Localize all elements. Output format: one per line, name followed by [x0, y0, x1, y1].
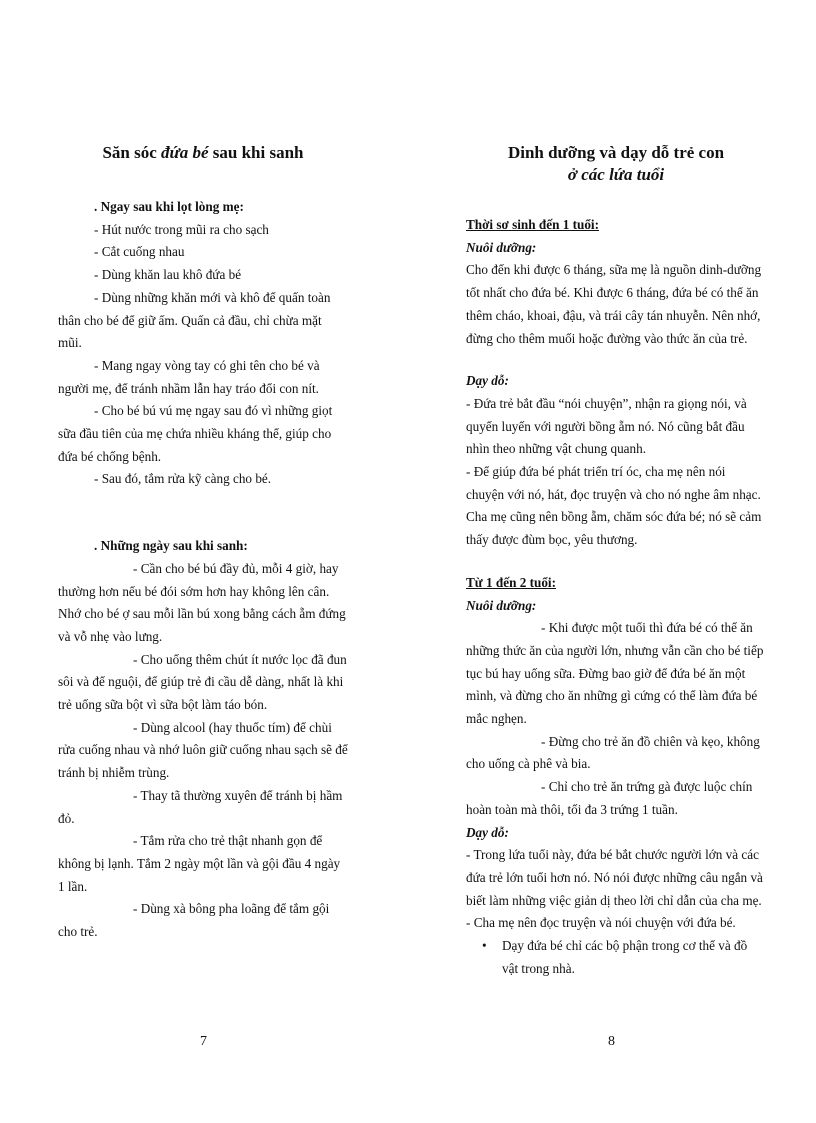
- list-item: - Dùng những khăn mới và khô để quấn toàn thân cho bé để giữ ấm. Quấn cả đầu, chỉ chừa mặt mũi.: [58, 289, 331, 351]
- right-page-body: [466, 214, 766, 981]
- list-item: - Sau đó, tắm rửa kỹ càng cho bé.: [94, 471, 272, 487]
- list-item: - Cắt cuống nhau: [94, 244, 185, 260]
- subheading-teaching: Dạy dỗ:: [466, 824, 509, 840]
- bullet-item: • Dạy đứa bé chỉ các bộ phận trong cơ thể và đồ vật trong nhà.: [502, 935, 766, 980]
- list-item: - Cho bé bú vú mẹ ngay sau đó vì những giọt sữa đầu tiên của mẹ chứa nhiều kháng thể, giúp cho đứa bé chống bệnh.: [58, 403, 333, 464]
- list-item: - Thay tã thường xuyên để tránh bị hầm đỏ.: [58, 787, 343, 826]
- paragraph: - Chỉ cho trẻ ăn trứng gà được luộc chín hoàn toàn mà thôi, tối đa 3 trứng 1 tuần.: [466, 779, 753, 817]
- section-heading-days-after: . Những ngày sau khi sanh:: [94, 538, 248, 554]
- list-item: - Cần cho bé bú đầy đủ, mỗi 4 giờ, hay thường hơn nếu bé đói sớm hơn hay không lên cân. Nhớ cho bé ợ sau mỗi lần bú xong bằng cách ẵm đứng và vỗ nhẹ vào lưng.: [58, 560, 346, 644]
- paragraph: - Để giúp đứa bé phát triển trí óc, cha mẹ nên nói chuyện với nó, hát, đọc truyện và cho nó nghe âm nhạc. Cha mẹ cũng nên bồng ẵm, chăm sóc đứa bé; nó sẽ cảm thấy được đùm bọc, yêu thương.: [466, 464, 762, 548]
- list-item: - Tắm rửa cho trẻ thật nhanh gọn để không bị lạnh. Tắm 2 ngày một lần và gội đầu 4 ngày 1 lần.: [58, 833, 341, 894]
- section-heading-newborn: Thời sơ sinh đến 1 tuổi:: [466, 217, 599, 232]
- left-page-body: [58, 196, 348, 944]
- subheading-nutrition: Nuôi dưỡng:: [466, 597, 537, 613]
- page-number-right: 8: [608, 1034, 615, 1049]
- spacer: [466, 552, 766, 572]
- paragraph: - Đừng cho trẻ ăn đồ chiên và kẹo, không cho uống cà phê và bia.: [466, 733, 760, 772]
- paragraph: - Đứa trẻ bắt đầu “nói chuyện”, nhận ra giọng nói, và quyến luyến với người bồng ẵm nó. Nó cũng bắt đầu nhìn theo những vật chung quanh.: [466, 395, 747, 457]
- list-item: - Hút nước trong mũi ra cho sạch: [94, 221, 269, 237]
- paragraph: - Trong lứa tuổi này, đứa bé bắt chước người lớn và các đứa trẻ lớn tuổi hơn nó. Nó nói được những câu ngắn và biết làm những việc giản dị theo lời chỉ dẫn của cha mẹ.: [466, 847, 763, 908]
- left-title-emphasis: đứa bé: [161, 143, 209, 162]
- right-title-line1: Dinh dưỡng và dạy dỗ trẻ con: [507, 143, 725, 162]
- spacer: [58, 491, 348, 535]
- right-title-line2: ở các lứa tuổi: [567, 165, 665, 184]
- section-heading-one-to-two: Từ 1 đến 2 tuổi:: [466, 574, 556, 590]
- subheading-nutrition: Nuôi dưỡng:: [466, 239, 537, 255]
- left-page-title: Săn sóc đứa bé sau khi sanh: [102, 143, 304, 162]
- right-page-title: [466, 142, 766, 186]
- list-item: - Cho uống thêm chút ít nước lọc đã đun sôi và để nguội, để giúp trẻ đi cầu dễ dàng, nhất là khi trẻ uống sữa bột vì sữa bột làm táo bón.: [58, 651, 347, 713]
- subheading-teaching: Dạy dỗ:: [466, 373, 509, 389]
- list-item: - Dùng khăn lau khô đứa bé: [94, 267, 242, 283]
- paragraph: - Khi được một tuổi thì đứa bé có thể ăn những thức ăn của người lớn, nhưng vẫn cần cho bé tiếp tục bú hay uống sữa. Đừng bao giờ để đứa bé ăn một mình, và đừng cho ăn những gì cứng có thể làm đứa bé mắc nghẹn.: [466, 620, 764, 727]
- page-number-left: 7: [200, 1034, 207, 1049]
- section-heading-after-birth: . Ngay sau khi lọt lòng mẹ:: [94, 199, 244, 214]
- list-item: - Dùng xà bông pha loãng để tắm gội cho trẻ.: [58, 901, 330, 940]
- bullet-list: [466, 935, 766, 980]
- spacer: [466, 350, 766, 370]
- list-item: - Dùng alcool (hay thuốc tím) để chùi rửa cuống nhau và nhớ luôn giữ cuống nhau sạch sẽ để tránh bị nhiễm trùng.: [58, 719, 348, 781]
- list-item: - Mang ngay vòng tay có ghi tên cho bé và người mẹ, để tránh nhầm lẫn hay tráo đổi con nít.: [58, 357, 320, 396]
- paragraph: - Cha mẹ nên đọc truyện và nói chuyện với đứa bé.: [466, 915, 736, 931]
- paragraph: Cho đến khi được 6 tháng, sữa mẹ là nguồn dinh-dưỡng tốt nhất cho đứa bé. Khi được 6 tháng, đứa bé có thể ăn thêm cháo, khoai, đậu, và trái cây tán nhuyễn. Nên nhớ, đừng cho thêm muối hoặc đường vào thức ăn của trẻ.: [466, 262, 762, 346]
